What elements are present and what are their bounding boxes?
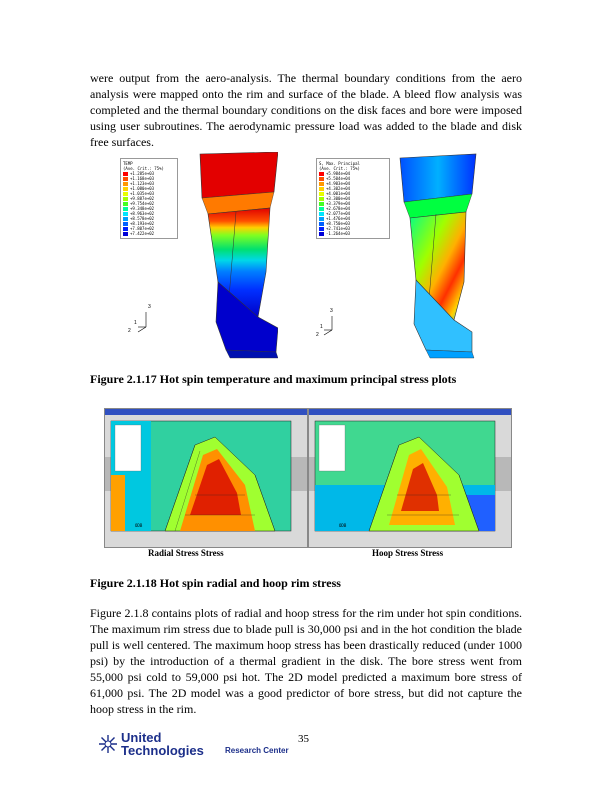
axis-label-z-right: 3 [330,308,333,314]
temperature-legend-value: +9.348e+02 [130,206,155,211]
temperature-legend-value: +1.168e+03 [130,176,155,181]
logo-line-1: United [121,730,162,745]
temperature-legend-value: +1.035e+03 [130,191,155,196]
stress-legend-value: +5.504e+04 [326,176,351,181]
axis-label-x-right: 1 [320,324,323,330]
axis-label-z-left: 3 [148,304,151,310]
hoop-stress-screenshot [308,408,512,548]
stress-legend-title: S, Max. Principal [319,161,360,166]
temperature-legend-value: +1.285e+03 [130,171,155,176]
figure-2-1-17-caption: Figure 2.1.17 Hot spin temperature and maximum principal stress plots [90,372,457,386]
stress-legend-swatch [319,177,324,181]
temperature-legend-swatch [123,182,128,186]
utc-logo [98,731,204,757]
temperature-legend-value: +8.193e+02 [130,221,155,226]
stress-legend-value: +3.300e+04 [326,196,351,201]
stress-legend-swatch [319,197,324,201]
svg-text:ODB: ODB [339,523,347,528]
temperature-legend-title: TEMP [123,161,133,166]
axis-label-y-left: 2 [128,328,131,334]
radial-stress-screenshot [104,408,308,548]
axis-triad-right [324,316,332,335]
stress-legend-value: +1.476e+04 [326,216,351,221]
stress-legend-swatch [319,202,324,206]
temperature-legend-swatch [123,232,128,236]
page-number: 35 [298,733,309,745]
temperature-legend-swatch [123,227,128,231]
temperature-legend-swatch [123,187,128,191]
max-principal-stress-plot [308,152,488,362]
temperature-legend-value: +1.123e+03 [130,181,155,186]
temperature-legend-swatch [123,197,128,201]
temperature-legend-swatch [123,207,128,211]
discussion-paragraph: Figure 2.1.8 contains plots of radial and hoop stress for the rim under hot spin conditions. The maximum rim stress due to blade pull is 30,000 psi and in the hot condition the blade pull is well centered. The maximum hoop stress has been drastically reduced (under 1000 psi) by the introduction of a thermal gradient in the disk. The bore stress went from 55,000 psi cold to 59,000 psi hot. The 2D model predicted a maximum bore stress of 61,000 psi. The 2D model was a good predictor of bore stress, but did not capture the hoop stress in the rim. [90,606,522,716]
temperature-legend-swatch [123,217,128,221]
stress-legend-value: +3.379e+04 [326,201,351,206]
stress-legend-value: +4.001e+04 [326,191,351,196]
hoop-stress-contour [309,415,511,547]
temperature-legend-row [123,231,175,236]
research-center-label: Research Center [225,746,289,755]
stress-legend-value: +2.077e+04 [326,211,351,216]
stress-legend-row [319,231,387,236]
stress-legend-value: +4.903e+04 [326,181,351,186]
temperature-legend-swatch [123,172,128,176]
stress-legend-swatch [319,182,324,186]
stress-legend-swatch [319,172,324,176]
stress-legend-value: -1.264e+03 [326,231,351,236]
hoop-stress-label: Hoop Stress Stress [372,548,444,558]
radial-stress-contour [105,415,307,547]
stress-legend [316,158,390,239]
stress-legend-value: +8.750e+03 [326,221,351,226]
stress-legend-swatch [319,227,324,231]
temperature-legend-swatch [123,177,128,181]
temperature-legend-swatch [123,222,128,226]
temperature-legend-subtitle: (Ave. Crit.: 75%) [123,166,164,171]
temperature-legend-value: +7.807e+02 [130,226,155,231]
temperature-plot [108,152,278,362]
stress-legend-swatch [319,192,324,196]
intro-paragraph: were output from the aero-analysis. The thermal boundary conditions from the aero analysis were mapped onto the rim and surface of the blade. A bleed flow analysis was completed and the thermal boundary conditions on the disk faces and bore were imposed using user subroutines. The aerodynamic pressure load was added to the blade and disk free surfaces. [90,71,522,149]
svg-text:ODB: ODB [135,523,143,528]
stress-legend-swatch [319,232,324,236]
utc-emblem-icon [98,734,118,754]
stress-legend-swatch [319,212,324,216]
axis-label-y-right: 2 [316,332,319,338]
temperature-legend-value: +8.578e+02 [130,216,155,221]
stress-legend-value: +4.302e+04 [326,186,351,191]
temperature-legend-swatch [123,192,128,196]
temperature-legend-swatch [123,202,128,206]
temperature-legend-value: +9.754e+02 [130,201,155,206]
figure-2-1-18-caption: Figure 2.1.18 Hot spin radial and hoop rim stress [90,576,341,590]
stress-legend-subtitle: (Ave. Crit.: 75%) [319,166,360,171]
stress-legend-value: +2.678e+04 [326,206,351,211]
temperature-legend-value: +1.080e+03 [130,186,155,191]
temperature-legend-value: +8.963e+02 [130,211,155,216]
stress-legend-value: +5.984e+04 [326,171,351,176]
stress-legend-swatch [319,207,324,211]
temperature-legend-value: +7.422e+02 [130,231,155,236]
temperature-legend-swatch [123,212,128,216]
stress-legend-value: +2.741e+03 [326,226,351,231]
temperature-legend [120,158,178,239]
stress-legend-swatch [319,187,324,191]
logo-line-2: Technologies [121,743,204,758]
radial-stress-label: Radial Stress Stress [148,548,224,558]
stress-legend-swatch [319,222,324,226]
stress-legend-swatch [319,217,324,221]
temperature-legend-value: +9.887e+02 [130,196,155,201]
axis-triad-left [138,312,146,332]
axis-label-x-left: 1 [134,320,137,326]
